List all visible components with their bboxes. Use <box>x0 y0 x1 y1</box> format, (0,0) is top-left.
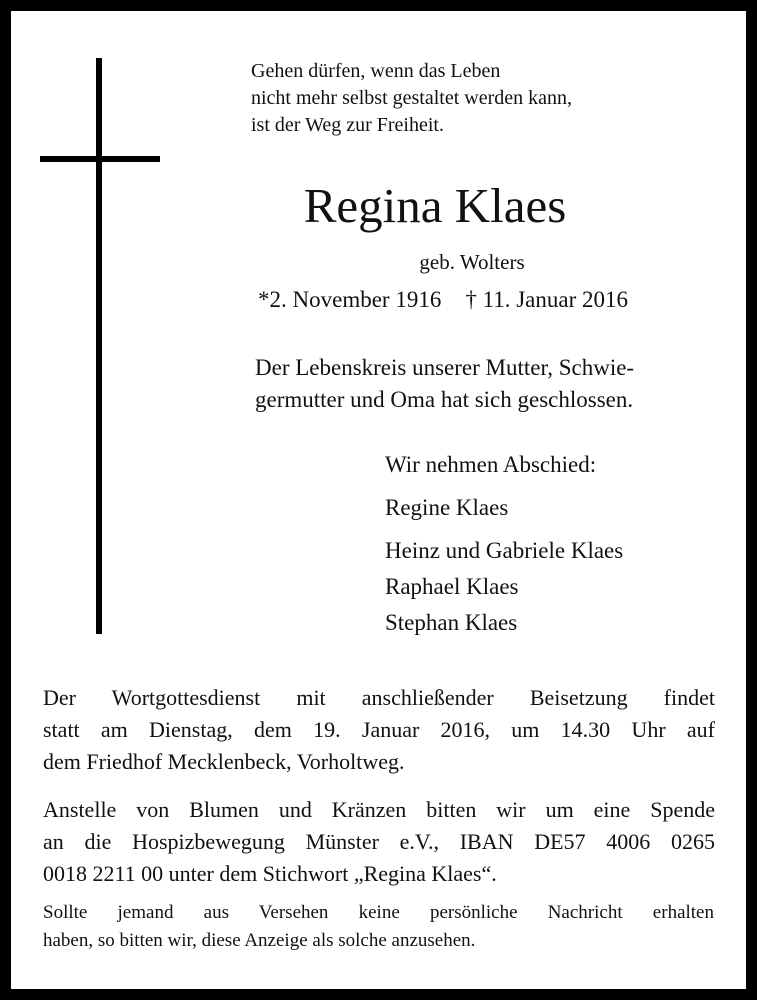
death-date: † 11. Januar 2016 <box>465 287 629 312</box>
mourner-name: Stephan Klaes <box>385 610 518 635</box>
cross-horizontal-bar <box>40 156 160 162</box>
service-line: dem Friedhof Mecklenbeck, Vorholtweg. <box>43 749 405 774</box>
donation-info <box>43 794 715 890</box>
poem-line: ist der Weg zur Freiheit. <box>251 114 444 136</box>
life-dates <box>258 285 628 315</box>
service-info <box>43 682 715 778</box>
family-statement <box>255 352 634 416</box>
donation-line: an die Hospizbewegung Münster e.V., IBAN DE57 4006 0265 <box>43 829 715 854</box>
deceased-name: Regina Klaes <box>303 178 567 233</box>
service-line: statt am Dienstag, dem 19. Januar 2016, um 14.30 Uhr auf <box>43 717 715 742</box>
service-line: Der Wortgottesdienst mit anschließender Beisetzung findet <box>43 685 715 710</box>
mourner-name: Regine Klaes <box>385 495 509 520</box>
family-statement-line: germutter und Oma hat sich geschlossen. <box>255 387 634 412</box>
farewell-heading: Wir nehmen Abschied: <box>385 452 597 477</box>
cross-vertical-bar <box>96 58 102 634</box>
poem <box>251 58 572 139</box>
donation-line: 0018 2211 00 unter dem Stichwort „Regina Klaes“. <box>43 861 497 886</box>
mourners-list <box>385 490 623 641</box>
maiden-name: geb. Wolters <box>419 250 525 274</box>
poem-line: nicht mehr selbst gestaltet werden kann, <box>251 87 573 109</box>
birth-date: *2. November 1916 <box>258 287 442 312</box>
mourner-name: Heinz und Gabriele Klaes <box>385 538 624 563</box>
notice-line: haben, so bitten wir, diese Anzeige als solche anzusehen. <box>43 930 476 951</box>
family-statement-line: Der Lebenskreis unserer Mutter, Schwie- <box>255 355 635 380</box>
mourner-name: Raphael Klaes <box>385 574 519 599</box>
poem-line: Gehen dürfen, wenn das Leben <box>251 60 501 82</box>
notice-line: Sollte jemand aus Versehen keine persönliche Nachricht erhalten <box>43 902 714 923</box>
notice-text <box>43 899 714 955</box>
donation-line: Anstelle von Blumen und Kränzen bitten wir um eine Spende <box>43 797 715 822</box>
